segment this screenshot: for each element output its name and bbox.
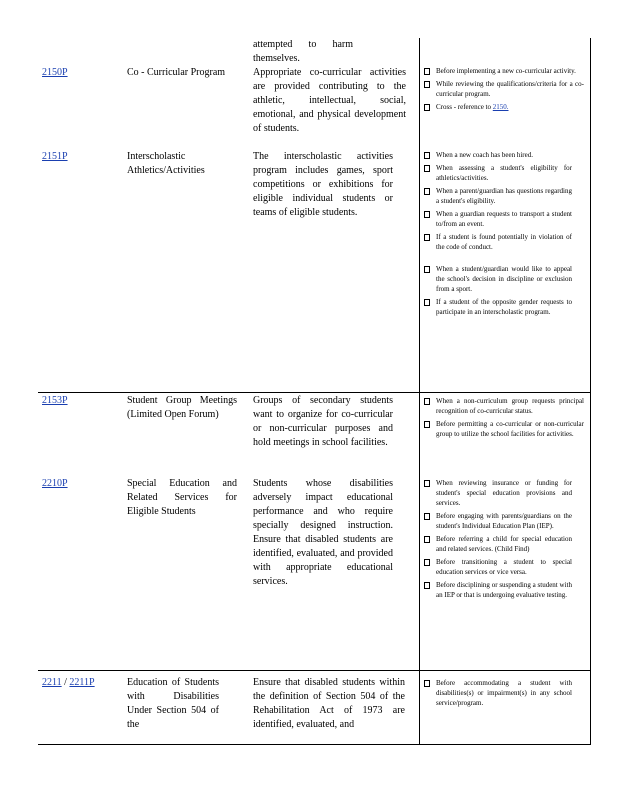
policy-link[interactable]: 2150P [42,67,68,78]
row-divider [38,392,591,393]
checkbox-icon [424,81,430,88]
policy-title: Special Education and Related Services for Eligible Students [127,478,237,517]
policy-description: The interscholastic activities program includes games, sport competitions or exhibitions for eligible individual students or teams of eligible students. [253,151,393,218]
checkbox-icon [424,582,430,589]
trigger-item: Cross - reference to 2150. [424,102,584,112]
checkbox-icon [424,480,430,487]
trigger-item: If a student of the opposite gender requests to participate in an interscholastic program. [424,297,572,317]
checkbox-icon [424,299,430,306]
checkbox-icon [424,513,430,520]
trigger-item: Before implementing a new co-curricular activity. [424,66,584,76]
trigger-item: When a guardian requests to transport a student to/from an event. [424,209,572,229]
trigger-item: Before disciplining or suspending a student with an IEP or that is undergoing evaluative testing. [424,580,572,600]
policy-number [42,394,68,408]
checkbox-icon [424,152,430,159]
checkbox-icon [424,398,430,405]
checkbox-icon [424,266,430,273]
trigger-list [424,478,572,603]
policy-title: Student Group Meetings (Limited Open Forum) [127,395,237,420]
trigger-list [424,66,584,115]
policy-title: Education of Students with Disabilities Under Section 504 of the [127,677,219,730]
policy-separator: / [61,677,70,688]
checkbox-icon [424,559,430,566]
checkbox-icon [424,104,430,111]
checkbox-icon [424,211,430,218]
checkbox-icon [424,680,430,687]
trigger-item: Before engaging with parents/guardians on the student's Individual Education Plan (IEP). [424,511,572,531]
policy-link[interactable]: 2210P [42,478,68,489]
trigger-item: If a student is found potentially in violation of the code of conduct. [424,232,572,252]
trigger-list [424,396,584,442]
policy-title: Co - Curricular Program [127,67,226,78]
trigger-item: When a parent/guardian has questions regarding a student's eligibility. [424,186,572,206]
trigger-item: Before transitioning a student to special education services or vice versa. [424,557,572,577]
trigger-item: When a non-curriculum group requests principal recognition of co-curricular status. [424,396,584,416]
trigger-list [424,150,572,320]
policy-number [42,150,68,164]
trigger-item: Before permitting a co-curricular or non-curricular group to utilize the school facilities for activities. [424,419,584,439]
checkbox-icon [424,165,430,172]
cross-reference-link[interactable]: 2150. [492,103,509,111]
trigger-item: Before referring a child for special education and related services. (Child Find) [424,534,572,554]
trigger-item: Before accommodating a student with disabilities(s) or impairment(s) in any school service/program. [424,678,572,708]
trigger-item: When reviewing insurance or funding for student's special education provisions and services. [424,478,572,508]
policy-link[interactable]: 2211 [42,677,62,688]
policy-number [42,477,68,491]
policy-description: Students whose disabilities adversely impact educational performance and who require specially designed instruction. Ensure that disabled students are identified, evaluated, and provided with appropriate educational services. [253,478,393,587]
row-divider [38,670,591,671]
checkbox-icon [424,234,430,241]
policy-description: Appropriate co-curricular activities are provided contributing to the athletic, intellectual, social, emotional, and physical development of students. [253,67,406,134]
trigger-item: While reviewing the qualifications/criteria for a co-curricular program. [424,79,584,99]
continued-description: attempted to harm themselves. [253,39,353,64]
policy-number [42,676,95,690]
policy-title: Interscholastic Athletics/Activities [127,151,205,176]
trigger-item: When a student/guardian would like to appeal the school's decision in discipline or exclusion from a sport. [424,264,572,294]
bottom-border [38,744,591,745]
policy-number [42,66,68,80]
checkbox-icon [424,536,430,543]
policy-description: Groups of secondary students want to organize for co-curricular or non-curricular purposes and hold meetings in school facilities. [253,395,393,448]
checkbox-icon [424,188,430,195]
policy-link[interactable]: 2151P [42,151,68,162]
policy-description: Ensure that disabled students within the definition of Section 504 of the Rehabilitation Act of 1973 are identified, evaluated, and [253,677,405,730]
checkbox-icon [424,421,430,428]
checkbox-icon [424,68,430,75]
trigger-item: When assessing a student's eligibility for athletics/activities. [424,163,572,183]
trigger-list [424,678,572,711]
trigger-item: When a new coach has been hired. [424,150,572,160]
policy-link[interactable]: 2211P [69,677,95,688]
policy-link[interactable]: 2153P [42,395,68,406]
